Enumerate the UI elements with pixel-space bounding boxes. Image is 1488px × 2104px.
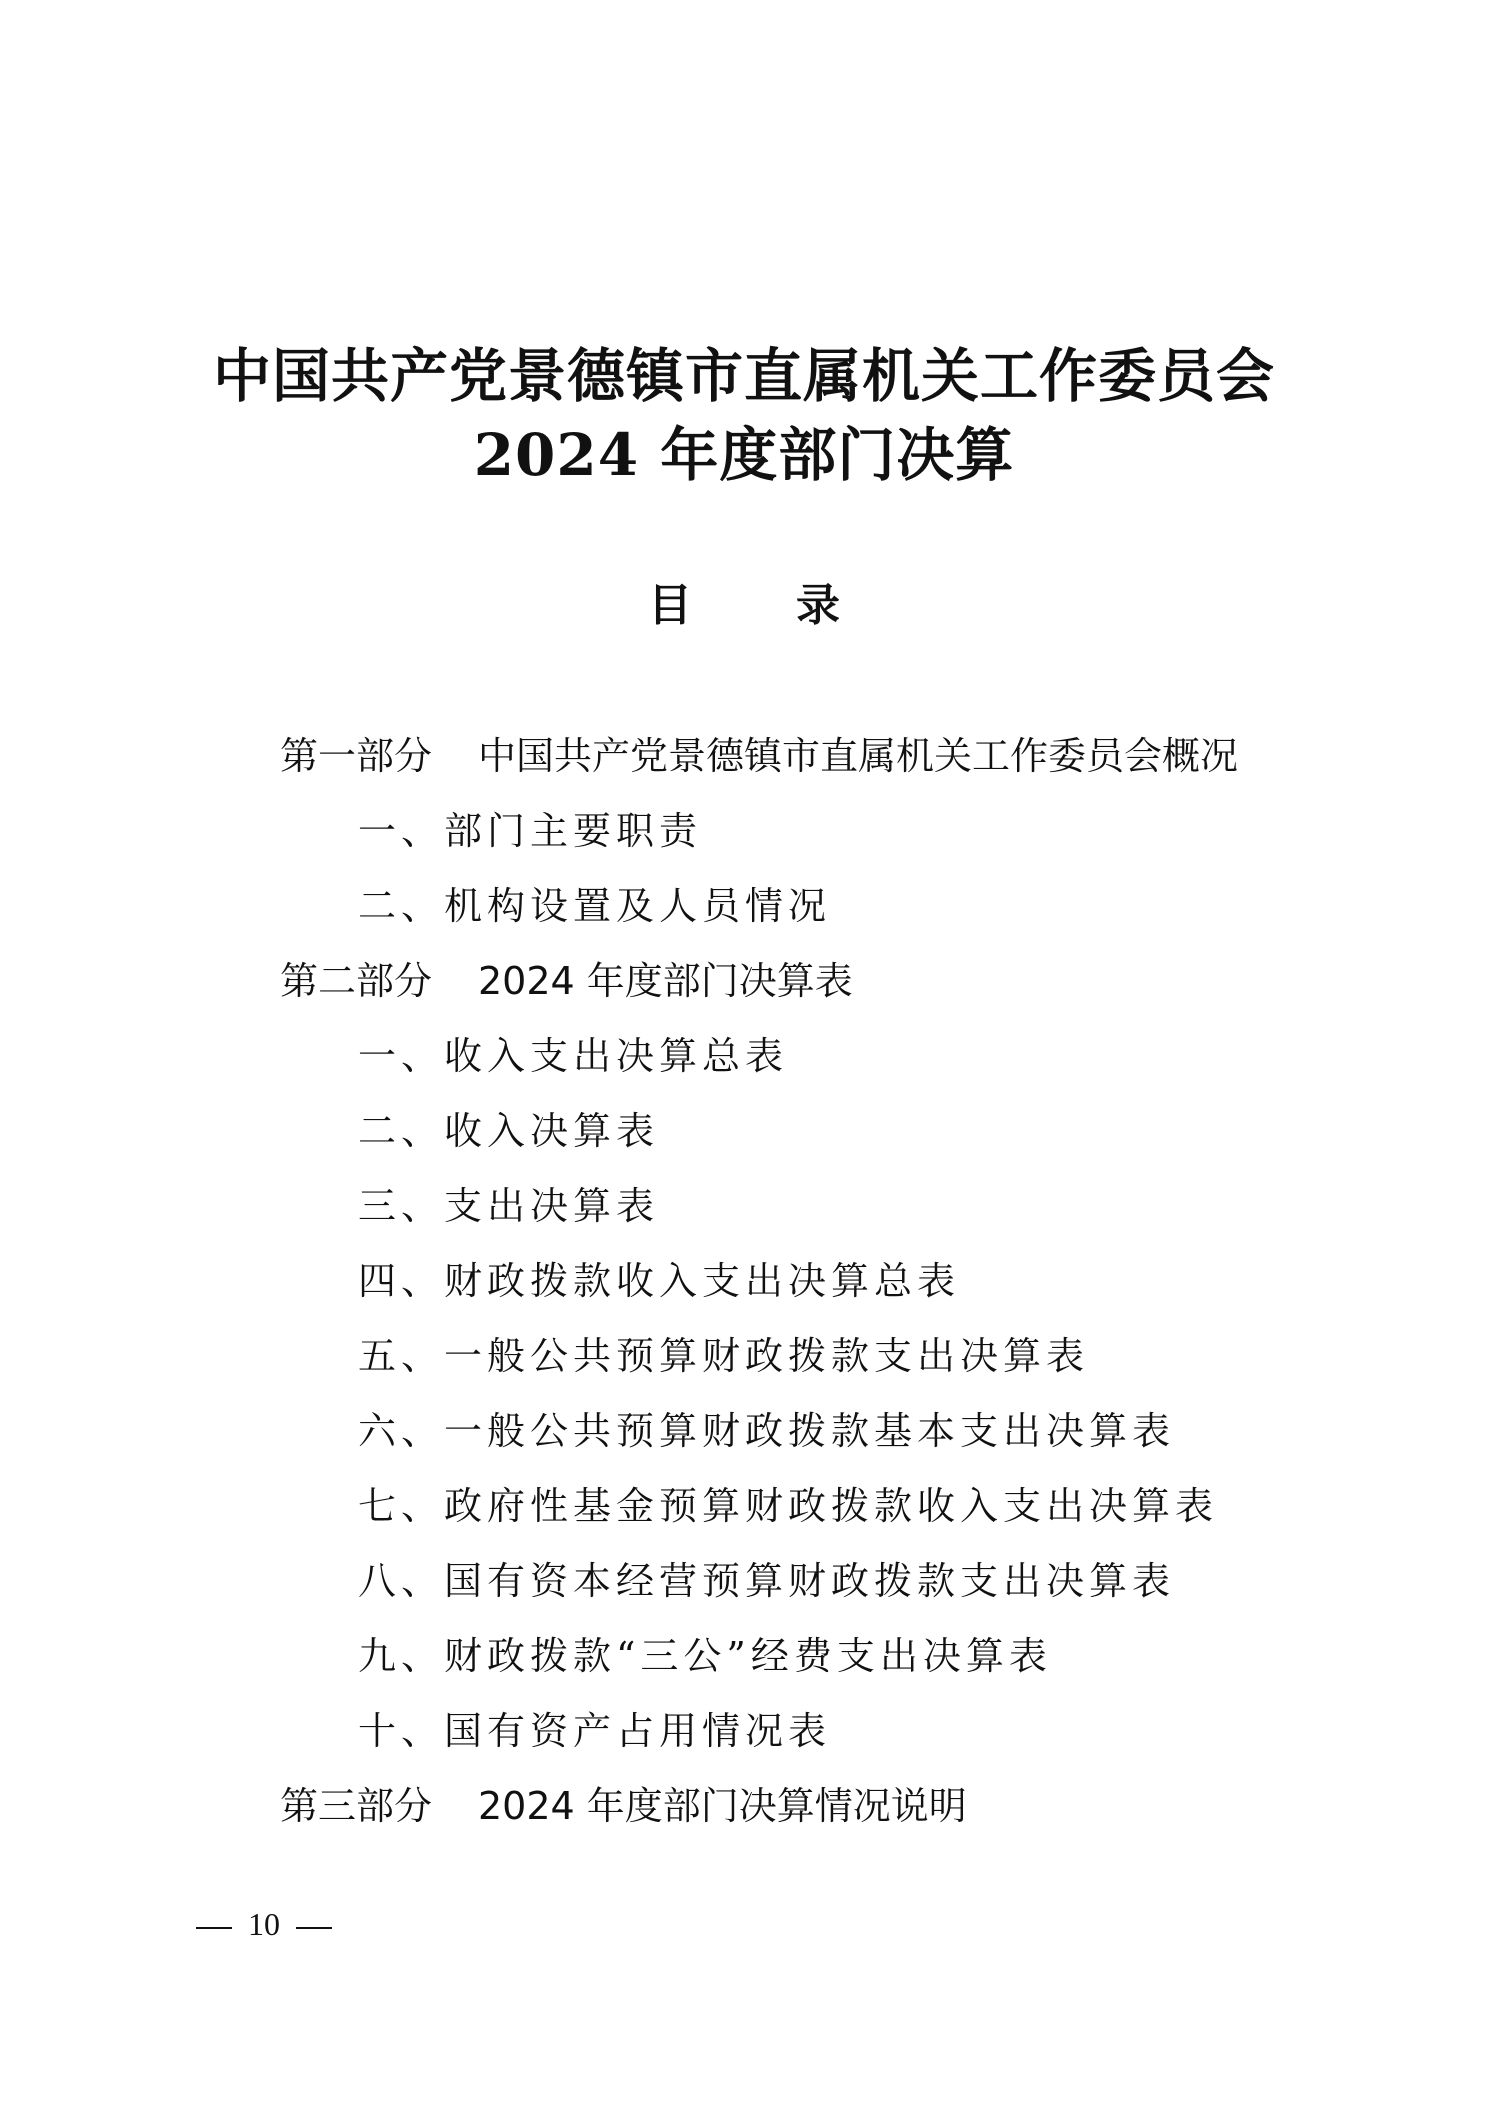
toc-item-label: 二、收入决算表: [358, 1109, 660, 1153]
toc-part-number: 第一部分: [280, 734, 433, 778]
toc-item[interactable]: [358, 1633, 1052, 1679]
toc-item[interactable]: [358, 1558, 1175, 1604]
page-number-dash-left: [196, 1927, 232, 1929]
toc-item[interactable]: [358, 1183, 659, 1229]
toc-item-label: 七、政府性基金预算财政拨款收入支出决算表: [358, 1484, 1219, 1528]
page-number-dash-right: [296, 1927, 332, 1929]
toc-part-label: 2024 年度部门决算情况说明: [478, 1784, 967, 1828]
toc-item[interactable]: [358, 808, 702, 854]
toc-part-number: 第二部分: [280, 959, 433, 1003]
toc-item-label: 一、部门主要职责: [358, 809, 703, 853]
toc-item-label: 二、机构设置及人员情况: [358, 884, 832, 928]
toc-part-3[interactable]: [280, 1783, 967, 1829]
toc-part-number: 第三部分: [280, 1784, 433, 1828]
toc-item[interactable]: [358, 1408, 1175, 1454]
toc-heading-char-1: 目: [648, 580, 692, 631]
toc-item-label: 九、财政拨款“三公”经费支出决算表: [358, 1634, 1052, 1678]
toc-item-label: 六、一般公共预算财政拨款基本支出决算表: [358, 1409, 1176, 1453]
toc-item[interactable]: [358, 1108, 659, 1154]
toc-item[interactable]: [358, 1258, 960, 1304]
toc-part-1[interactable]: [280, 733, 1238, 779]
toc-item[interactable]: [358, 1708, 831, 1754]
toc-item-label: 四、财政拨款收入支出决算总表: [358, 1259, 961, 1303]
toc-item[interactable]: [358, 1033, 788, 1079]
page-number: [196, 1904, 332, 1944]
toc-item-label: 五、一般公共预算财政拨款支出决算表: [358, 1334, 1090, 1378]
toc-part-2[interactable]: [280, 958, 853, 1004]
toc-item[interactable]: [358, 883, 831, 929]
toc-part-label: 2024 年度部门决算表: [478, 959, 853, 1003]
toc-item-label: 八、国有资本经营预算财政拨款支出决算表: [358, 1559, 1176, 1603]
toc-item-label: 三、支出决算表: [358, 1184, 660, 1228]
toc-item[interactable]: [358, 1483, 1218, 1529]
page-number-value: 10: [248, 1906, 280, 1942]
toc-item-label: 十、国有资产占用情况表: [358, 1709, 832, 1753]
toc-item[interactable]: [358, 1333, 1089, 1379]
document-title-line-2: 2024 年度部门决算: [473, 421, 1015, 489]
toc-part-label: 中国共产党景德镇市直属机关工作委员会概况: [478, 734, 1239, 778]
toc-heading-char-2: 录: [796, 580, 840, 631]
document-title-line-1: 中国共产党景德镇市直属机关工作委员会: [212, 342, 1275, 410]
toc-item-label: 一、收入支出决算总表: [358, 1034, 789, 1078]
